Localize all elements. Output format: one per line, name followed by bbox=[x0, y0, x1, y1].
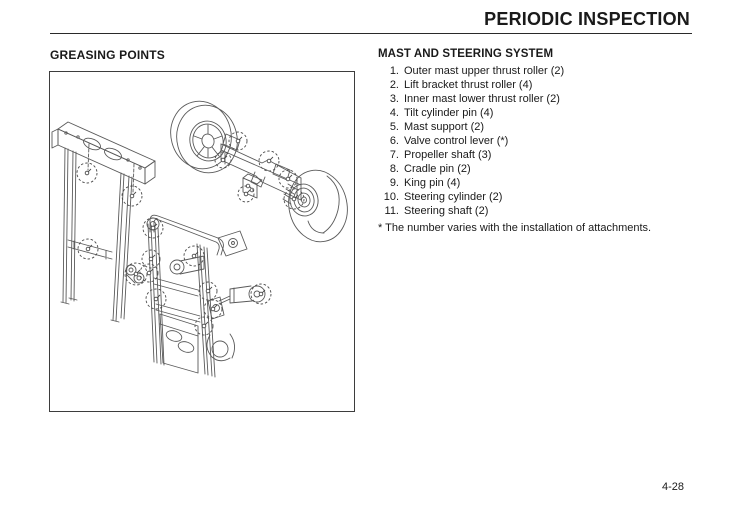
grease-markers bbox=[77, 132, 304, 335]
item-number: 4. bbox=[389, 107, 399, 119]
item-label: Propeller shaft (3) bbox=[404, 149, 492, 161]
item-label: Lift bracket thrust roller (4) bbox=[404, 79, 533, 91]
mast-steering-section bbox=[378, 48, 712, 235]
item-number: 1. bbox=[389, 65, 399, 77]
item-number: 7. bbox=[389, 149, 399, 161]
list-item bbox=[378, 92, 712, 106]
item-label: Valve control lever (*) bbox=[404, 135, 509, 147]
list-item bbox=[378, 176, 712, 190]
item-label: Mast support (2) bbox=[404, 121, 485, 133]
list-item bbox=[378, 120, 712, 134]
item-number: 3. bbox=[389, 93, 399, 105]
item-number: 10. bbox=[383, 191, 399, 203]
list-item bbox=[378, 64, 712, 78]
item-number: 9. bbox=[389, 177, 399, 189]
item-number: 8. bbox=[389, 163, 399, 175]
footnote: * The number varies with the installation of attachments. bbox=[378, 222, 652, 234]
inner-mast-drawing bbox=[147, 215, 265, 377]
item-label: Steering cylinder (2) bbox=[404, 191, 503, 203]
list-item bbox=[378, 204, 712, 218]
item-label: Tilt cylinder pin (4) bbox=[404, 107, 494, 119]
item-label: Outer mast upper thrust roller (2) bbox=[404, 65, 565, 77]
greasing-points-figure bbox=[49, 71, 355, 412]
item-number: 6. bbox=[389, 135, 399, 147]
item-label: Steering shaft (2) bbox=[404, 205, 489, 217]
header-rule bbox=[50, 33, 692, 34]
outer-mast-drawing bbox=[52, 122, 155, 322]
item-number: 5. bbox=[389, 121, 399, 133]
item-label: Inner mast lower thrust roller (2) bbox=[404, 93, 560, 105]
steering-axle-drawing bbox=[163, 94, 354, 247]
section-title-mast-steering: MAST AND STEERING SYSTEM bbox=[378, 48, 554, 60]
list-item bbox=[378, 106, 712, 120]
grease-point-list bbox=[378, 64, 712, 218]
list-item bbox=[378, 78, 712, 92]
item-number: 11. bbox=[384, 205, 399, 217]
list-item bbox=[378, 134, 712, 148]
item-label: King pin (4) bbox=[404, 177, 461, 189]
section-title-greasing-points: GREASING POINTS bbox=[50, 48, 166, 62]
page-title: PERIODIC INSPECTION bbox=[484, 9, 690, 29]
greasing-points-illustration bbox=[50, 72, 354, 411]
page-number: 4-28 bbox=[662, 481, 685, 493]
item-label: Cradle pin (2) bbox=[404, 163, 471, 175]
list-item bbox=[378, 162, 712, 176]
list-item bbox=[378, 190, 712, 204]
item-number: 2. bbox=[389, 79, 399, 91]
list-item bbox=[378, 148, 712, 162]
